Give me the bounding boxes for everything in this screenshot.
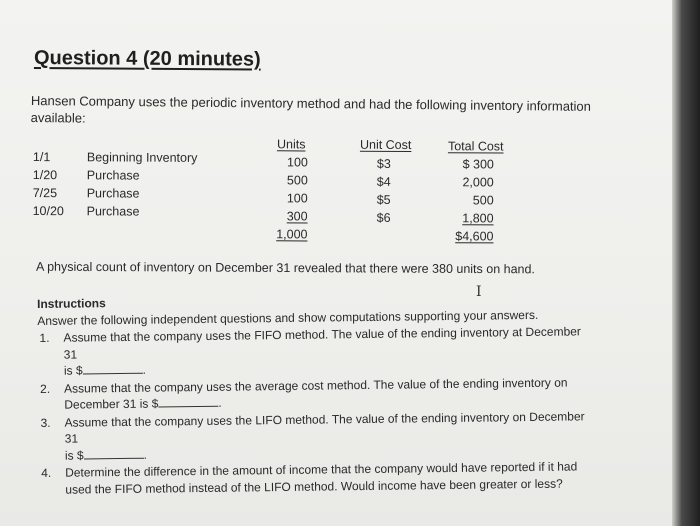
instructions-heading: Instructions bbox=[37, 296, 106, 311]
item-tail: is $ bbox=[63, 363, 83, 378]
list-item: 1. Assume that the company uses the FIFO method. The value of the ending inventory at December 31 is $ . bbox=[39, 324, 581, 378]
row-unit-cost: $5 bbox=[376, 192, 391, 207]
row-units: 300 bbox=[286, 209, 308, 224]
item-text: Assume that the company uses the average cost method. The value of the ending inventory on bbox=[64, 375, 568, 396]
row-units: 500 bbox=[286, 173, 308, 188]
row-date: 1/1 bbox=[32, 150, 51, 165]
question-title: Question 4 (20 minutes) bbox=[33, 47, 261, 71]
answer-blank[interactable] bbox=[83, 363, 143, 375]
instructions-section bbox=[37, 289, 599, 498]
list-item: 2. Assume that the company uses the average cost method. The value of the ending inventory on December 31 is $ . bbox=[40, 375, 568, 412]
row-units: 100 bbox=[286, 191, 308, 206]
header-units: Units bbox=[276, 137, 306, 152]
item-number: 2. bbox=[40, 381, 51, 396]
intro-paragraph: Hansen Company uses the periodic inventory method and had the following inventory information available: bbox=[30, 92, 592, 126]
answer-blank[interactable] bbox=[158, 396, 218, 408]
item-text: Determine the difference in the amount of income that the company would have reported if it had bbox=[65, 459, 578, 480]
item-number: 4. bbox=[41, 465, 52, 480]
row-unit-cost: $6 bbox=[376, 210, 391, 225]
row-total-cost: 1,800 bbox=[462, 211, 494, 226]
item-number: 3. bbox=[40, 415, 51, 430]
physical-count-statement: A physical count of inventory on December 31 revealed that there were 380 units on hand. bbox=[35, 259, 535, 277]
row-date: 10/20 bbox=[32, 204, 64, 219]
row-units: 100 bbox=[286, 155, 308, 170]
row-total-cost: 2,000 bbox=[462, 175, 494, 190]
row-description: Purchase bbox=[86, 186, 140, 201]
background-edge bbox=[672, 0, 700, 526]
item-tail: is $ bbox=[64, 447, 84, 463]
row-date: 7/25 bbox=[32, 186, 58, 201]
answer-blank[interactable] bbox=[84, 447, 144, 459]
item-text: Assume that the company uses the FIFO method. The value of the ending inventory at December 31 bbox=[63, 324, 581, 362]
header-total-cost: Total Cost bbox=[447, 139, 504, 154]
item-text: Assume that the company uses the LIFO method. The value of the ending inventory on December 31 bbox=[64, 408, 585, 446]
item-tail: December 31 is $ bbox=[64, 396, 159, 412]
row-total-cost: 500 bbox=[472, 193, 494, 208]
list-item bbox=[39, 458, 599, 498]
row-unit-cost: $3 bbox=[376, 156, 391, 171]
list-item: 3. Assume that the company uses the LIFO method. The value of the ending inventory on December 31 is $ . bbox=[40, 408, 585, 463]
row-total-cost: $ 300 bbox=[462, 157, 494, 172]
row-description: Beginning Inventory bbox=[86, 150, 198, 165]
total-cost: $4,600 bbox=[455, 229, 494, 244]
total-units: 1,000 bbox=[276, 227, 308, 242]
header-unit-cost: Unit Cost bbox=[359, 137, 412, 152]
item-number: 1. bbox=[39, 330, 50, 345]
question-list bbox=[37, 323, 599, 498]
row-unit-cost: $4 bbox=[376, 174, 391, 189]
inventory-table bbox=[0, 0, 673, 263]
row-date: 1/20 bbox=[32, 168, 58, 183]
text-cursor-icon: I bbox=[476, 284, 482, 300]
item-tail: used the FIFO method instead of the LIFO method. Would income have been greater or less? bbox=[65, 476, 563, 497]
instructions-lead: Answer the following independent questions and show computations supporting your answers. bbox=[37, 307, 539, 328]
row-description: Purchase bbox=[86, 204, 140, 219]
row-description: Purchase bbox=[86, 168, 140, 183]
